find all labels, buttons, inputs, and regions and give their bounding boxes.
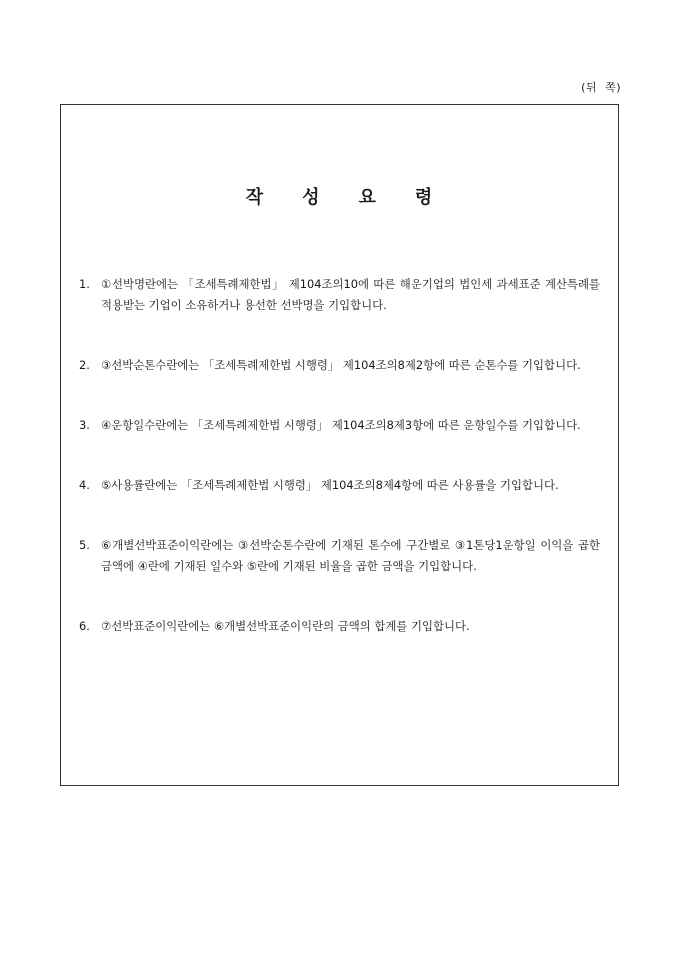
title-char: 작 (245, 187, 265, 208)
instruction-list (79, 274, 600, 637)
instruction-item (79, 274, 600, 316)
item-text: ⑤사용률란에는 「조세특례제한법 시행령」 제104조의8제4항에 따른 사용률을 기입합니다. (101, 478, 559, 492)
item-text: ③선박순톤수란에는 「조세특례제한법 시행령」 제104조의8제2항에 따른 순톤수를 기입합니다. (101, 358, 581, 372)
title-char: 령 (414, 187, 434, 208)
instruction-item (79, 475, 600, 496)
title-char: 요 (358, 187, 377, 208)
item-text: ①선박명란에는 「조세특례제한법」 제104조의10에 따른 해운기업의 법인세 과세표준 계산특례를 적용받는 기업이 소유하거나 용선한 선박명을 기입합니다. (101, 277, 600, 312)
document-title (61, 183, 618, 209)
item-number: 2. (79, 358, 90, 372)
instruction-item (79, 415, 600, 436)
item-text: ⑥개별선박표준이익란에는 ③선박순톤수란에 기재된 톤수에 구간별로 ③1톤당1운항일 이익을 곱한 금액에 ④란에 기재된 일수와 ⑤란에 기재된 비율을 곱한 금액을 기입합니다. (101, 538, 600, 573)
item-text: ⑦선박표준이익란에는 ⑥개별선박표준이익란의 금액의 합계를 기입합니다. (101, 619, 470, 633)
instruction-item (79, 616, 600, 637)
instruction-item (79, 535, 600, 577)
page-side-label: (뒤 쪽) (581, 81, 621, 94)
item-number: 5. (79, 538, 90, 552)
title-char: 성 (302, 187, 321, 208)
item-number: 6. (79, 619, 90, 633)
item-number: 3. (79, 418, 90, 432)
item-text: ④운항일수란에는 「조세특례제한법 시행령」 제104조의8제3항에 따른 운항일수를 기입합니다. (101, 418, 581, 432)
instructions-frame (60, 104, 619, 786)
item-number: 4. (79, 478, 90, 492)
instruction-item (79, 355, 600, 376)
item-number: 1. (79, 277, 90, 291)
